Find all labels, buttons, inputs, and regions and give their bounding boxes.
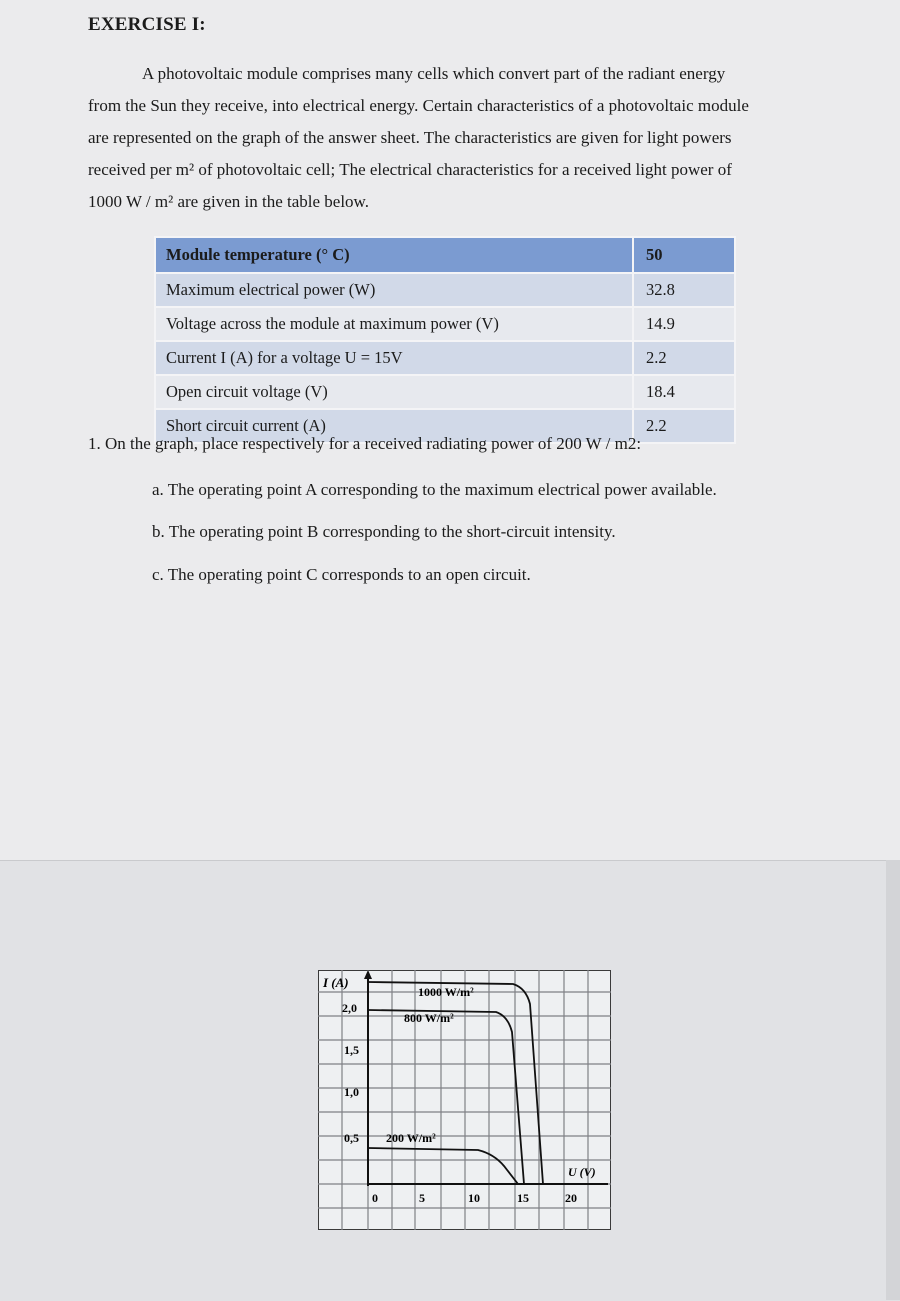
table-header-label: Module temperature (° C) bbox=[155, 237, 633, 273]
x-axis-label: U (V) bbox=[568, 1165, 596, 1179]
x-tick-label: 20 bbox=[565, 1191, 577, 1205]
table-header-value: 50 bbox=[633, 237, 735, 273]
row-value: 32.8 bbox=[633, 273, 735, 307]
row-value: 2.2 bbox=[633, 409, 735, 443]
row-label: Voltage across the module at maximum power (V) bbox=[155, 307, 633, 341]
y-tick-label: 0,5 bbox=[344, 1131, 359, 1145]
iv-characteristic-graph bbox=[318, 970, 611, 1230]
y-tick-label: 1,0 bbox=[344, 1085, 359, 1099]
intro-line: received per m² of photovoltaic cell; The electrical characteristics for a received light power of bbox=[88, 160, 732, 179]
intro-line: 1000 W / m² are given in the table below. bbox=[88, 192, 369, 211]
table-header-row bbox=[155, 237, 735, 273]
row-label: Open circuit voltage (V) bbox=[155, 375, 633, 409]
y-tick-label: 1,5 bbox=[344, 1043, 359, 1057]
characteristics-table bbox=[154, 236, 736, 444]
row-label: Maximum electrical power (W) bbox=[155, 273, 633, 307]
intro-line: A photovoltaic module comprises many cells which convert part of the radiant energy bbox=[142, 64, 726, 83]
row-value: 14.9 bbox=[633, 307, 735, 341]
question-1b: b. The operating point B corresponding to the short-circuit intensity. bbox=[152, 522, 616, 541]
exercise-title: EXERCISE I: bbox=[88, 14, 206, 35]
x-tick-label: 0 bbox=[372, 1191, 378, 1205]
row-label: Current I (A) for a voltage U = 15V bbox=[155, 341, 633, 375]
table-row bbox=[155, 307, 735, 341]
intro-line: from the Sun they receive, into electrical energy. Certain characteristics of a photovoltaic module bbox=[88, 96, 749, 115]
curve-label-200: 200 W/m² bbox=[386, 1131, 436, 1145]
table-row bbox=[155, 341, 735, 375]
question-1: 1. On the graph, place respectively for a received radiating power of 200 W / m2: bbox=[88, 434, 642, 453]
curve-label-1000: 1000 W/m² bbox=[418, 985, 474, 999]
question-1c: c. The operating point C corresponds to an open circuit. bbox=[152, 565, 531, 584]
page-edge bbox=[886, 860, 900, 1300]
x-tick-label: 15 bbox=[517, 1191, 529, 1205]
curve-label-800: 800 W/m² bbox=[404, 1011, 454, 1025]
x-tick-label: 5 bbox=[419, 1191, 425, 1205]
y-tick-label: 2,0 bbox=[342, 1001, 357, 1015]
row-value: 2.2 bbox=[633, 341, 735, 375]
row-label: Short circuit current (A) bbox=[155, 409, 633, 443]
y-axis-label: I (A) bbox=[323, 975, 349, 990]
table-row bbox=[155, 273, 735, 307]
x-tick-label: 10 bbox=[468, 1191, 480, 1205]
intro-paragraph bbox=[88, 58, 808, 218]
row-value: 18.4 bbox=[633, 375, 735, 409]
intro-line: are represented on the graph of the answer sheet. The characteristics are given for light powers bbox=[88, 128, 732, 147]
table-row bbox=[155, 375, 735, 409]
question-1a: a. The operating point A corresponding to the maximum electrical power available. bbox=[152, 480, 717, 499]
